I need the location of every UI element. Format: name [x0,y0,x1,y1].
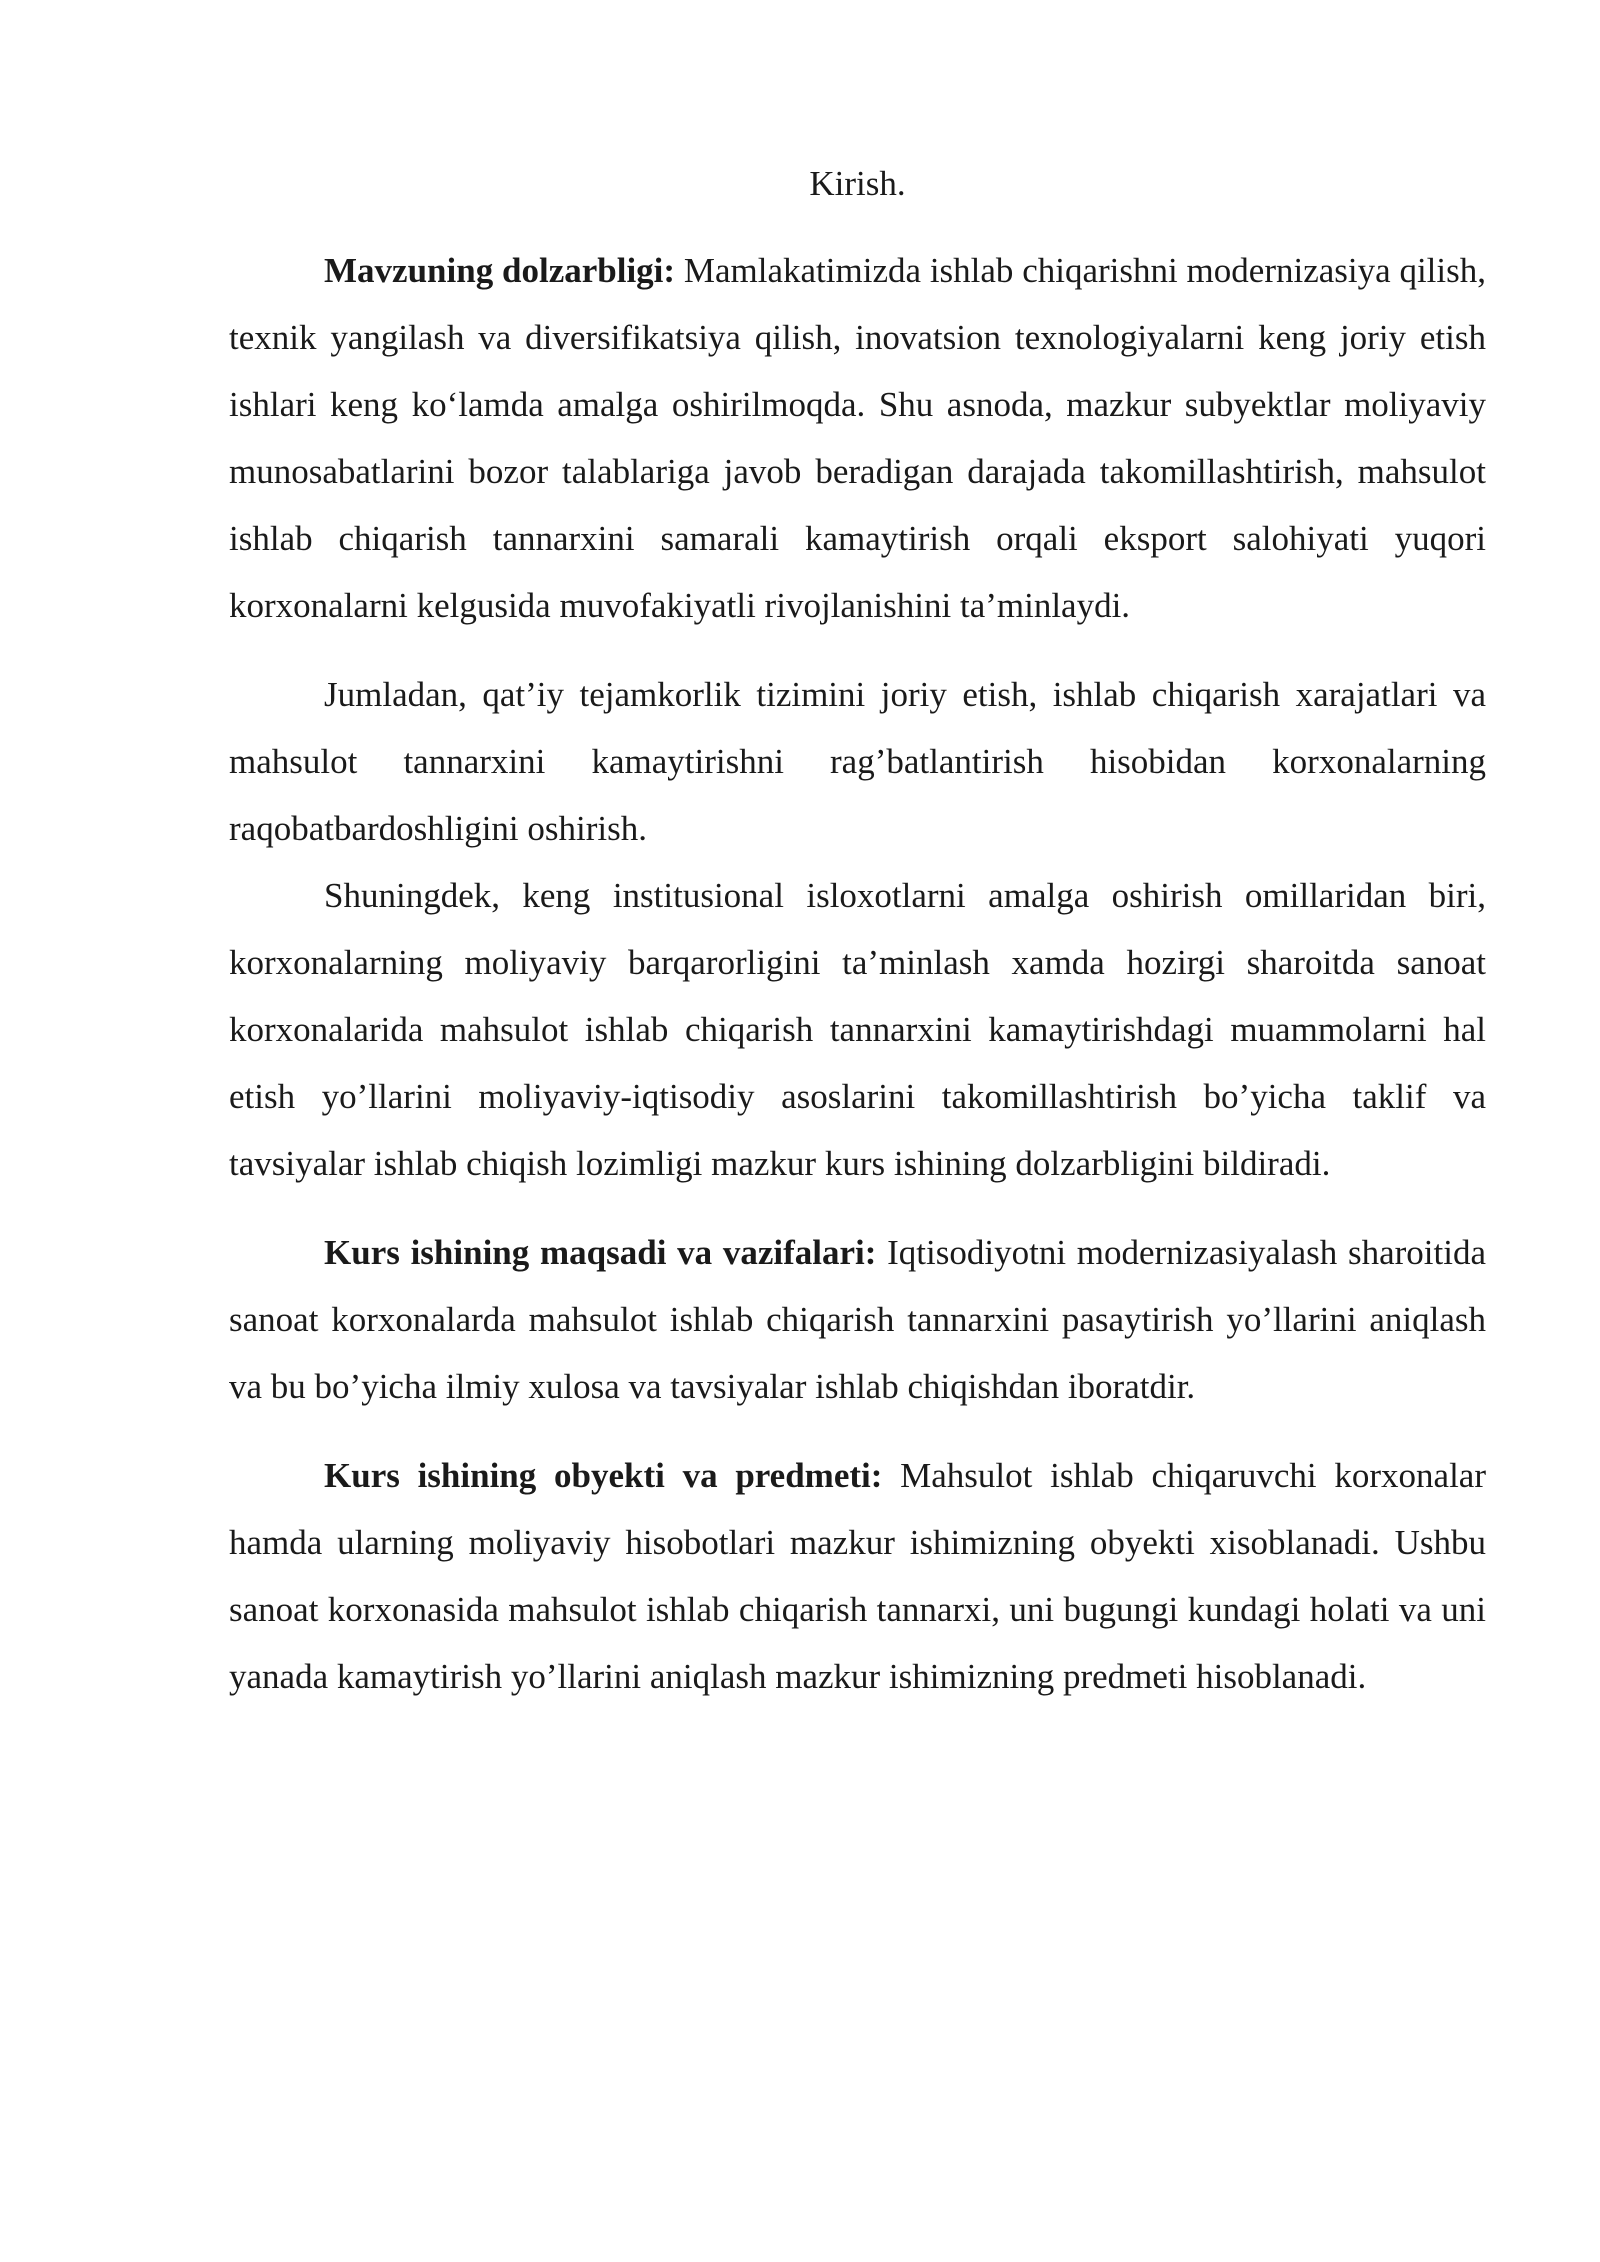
paragraph-lead: Kurs ishining maqsadi va vazifalari: [324,1233,877,1272]
paragraph-relevance [229,237,1486,639]
document-title: Kirish. [809,164,906,203]
paragraph-text: Mamlakatimizda ishlab chiqarishni modernizasiya qilish, texnik yangilash va diversifikatsiya qilish, inovatsion texnologiyalarni keng joriy etish ishlari keng ko‘lamda amalga oshirilmoqda. Shu asnoda, mazkur subyektlar moliyaviy munosabatlarini bozor talablariga javob beradigan darajada takomillashtirish, mahsulot ishlab chiqarish tannarxini samarali kamaytirish orqali eksport salohiyati yuqori korxonalarni kelgusida muvofakiyatli rivojlanishini ta’minlaydi. [229,251,1487,625]
paragraph-lead: Kurs ishining obyekti va predmeti: [324,1456,883,1495]
paragraph-text: Mahsulot ishlab chiqaruvchi korxonalar hamda ularning moliyaviy hisobotlari mazkur ishimizning obyekti xisoblanadi. Ushbu sanoat korxonasida mahsulot ishlab chiqarish tannarxi, uni bugungi kundagi holati va uni yanada kamaytirish yo’llarini aniqlash mazkur ishimizning predmeti hisoblanadi. [229,1456,1486,1696]
document-page [229,150,1486,1710]
paragraph-text: Shuningdek, keng institusional isloxotlarni amalga oshirish omillaridan biri, korxonalarning moliyaviy barqarorligini ta’minlash xamda hozirgi sharoitda sanoat korxonalarida mahsulot ishlab chiqarish tannarxini kamaytirishdagi muammolarni hal etish yo’llarini moliyaviy-iqtisodiy asoslarini takomillashtirish bo’yicha taklif va tavsiyalar ishlab chiqish lozimligi mazkur kurs ishining dolzarbligini bildiradi. [229,876,1486,1183]
paragraph-object [229,1442,1486,1710]
paragraph-text: Jumladan, qat’iy tejamkorlik tizimini joriy etish, ishlab chiqarish xarajatlari va mahsulot tannarxini kamaytirishni rag’batlantirish hisobidan korxonalarning raqobatbardoshligini oshirish. [229,675,1486,848]
paragraph-savings [229,661,1486,862]
paragraph-lead: Mavzuning dolzarbligi: [324,251,676,290]
paragraph-reforms [229,862,1486,1197]
paragraph-text: Iqtisodiyotni modernizasiyalash sharoitida sanoat korxonalarda mahsulot ishlab chiqarish tannarxini pasaytirish yo’llarini aniqlash va bu bo’yicha ilmiy xulosa va tavsiyalar ishlab chiqishdan iboratdir. [229,1233,1486,1406]
paragraph-goals [229,1219,1486,1420]
